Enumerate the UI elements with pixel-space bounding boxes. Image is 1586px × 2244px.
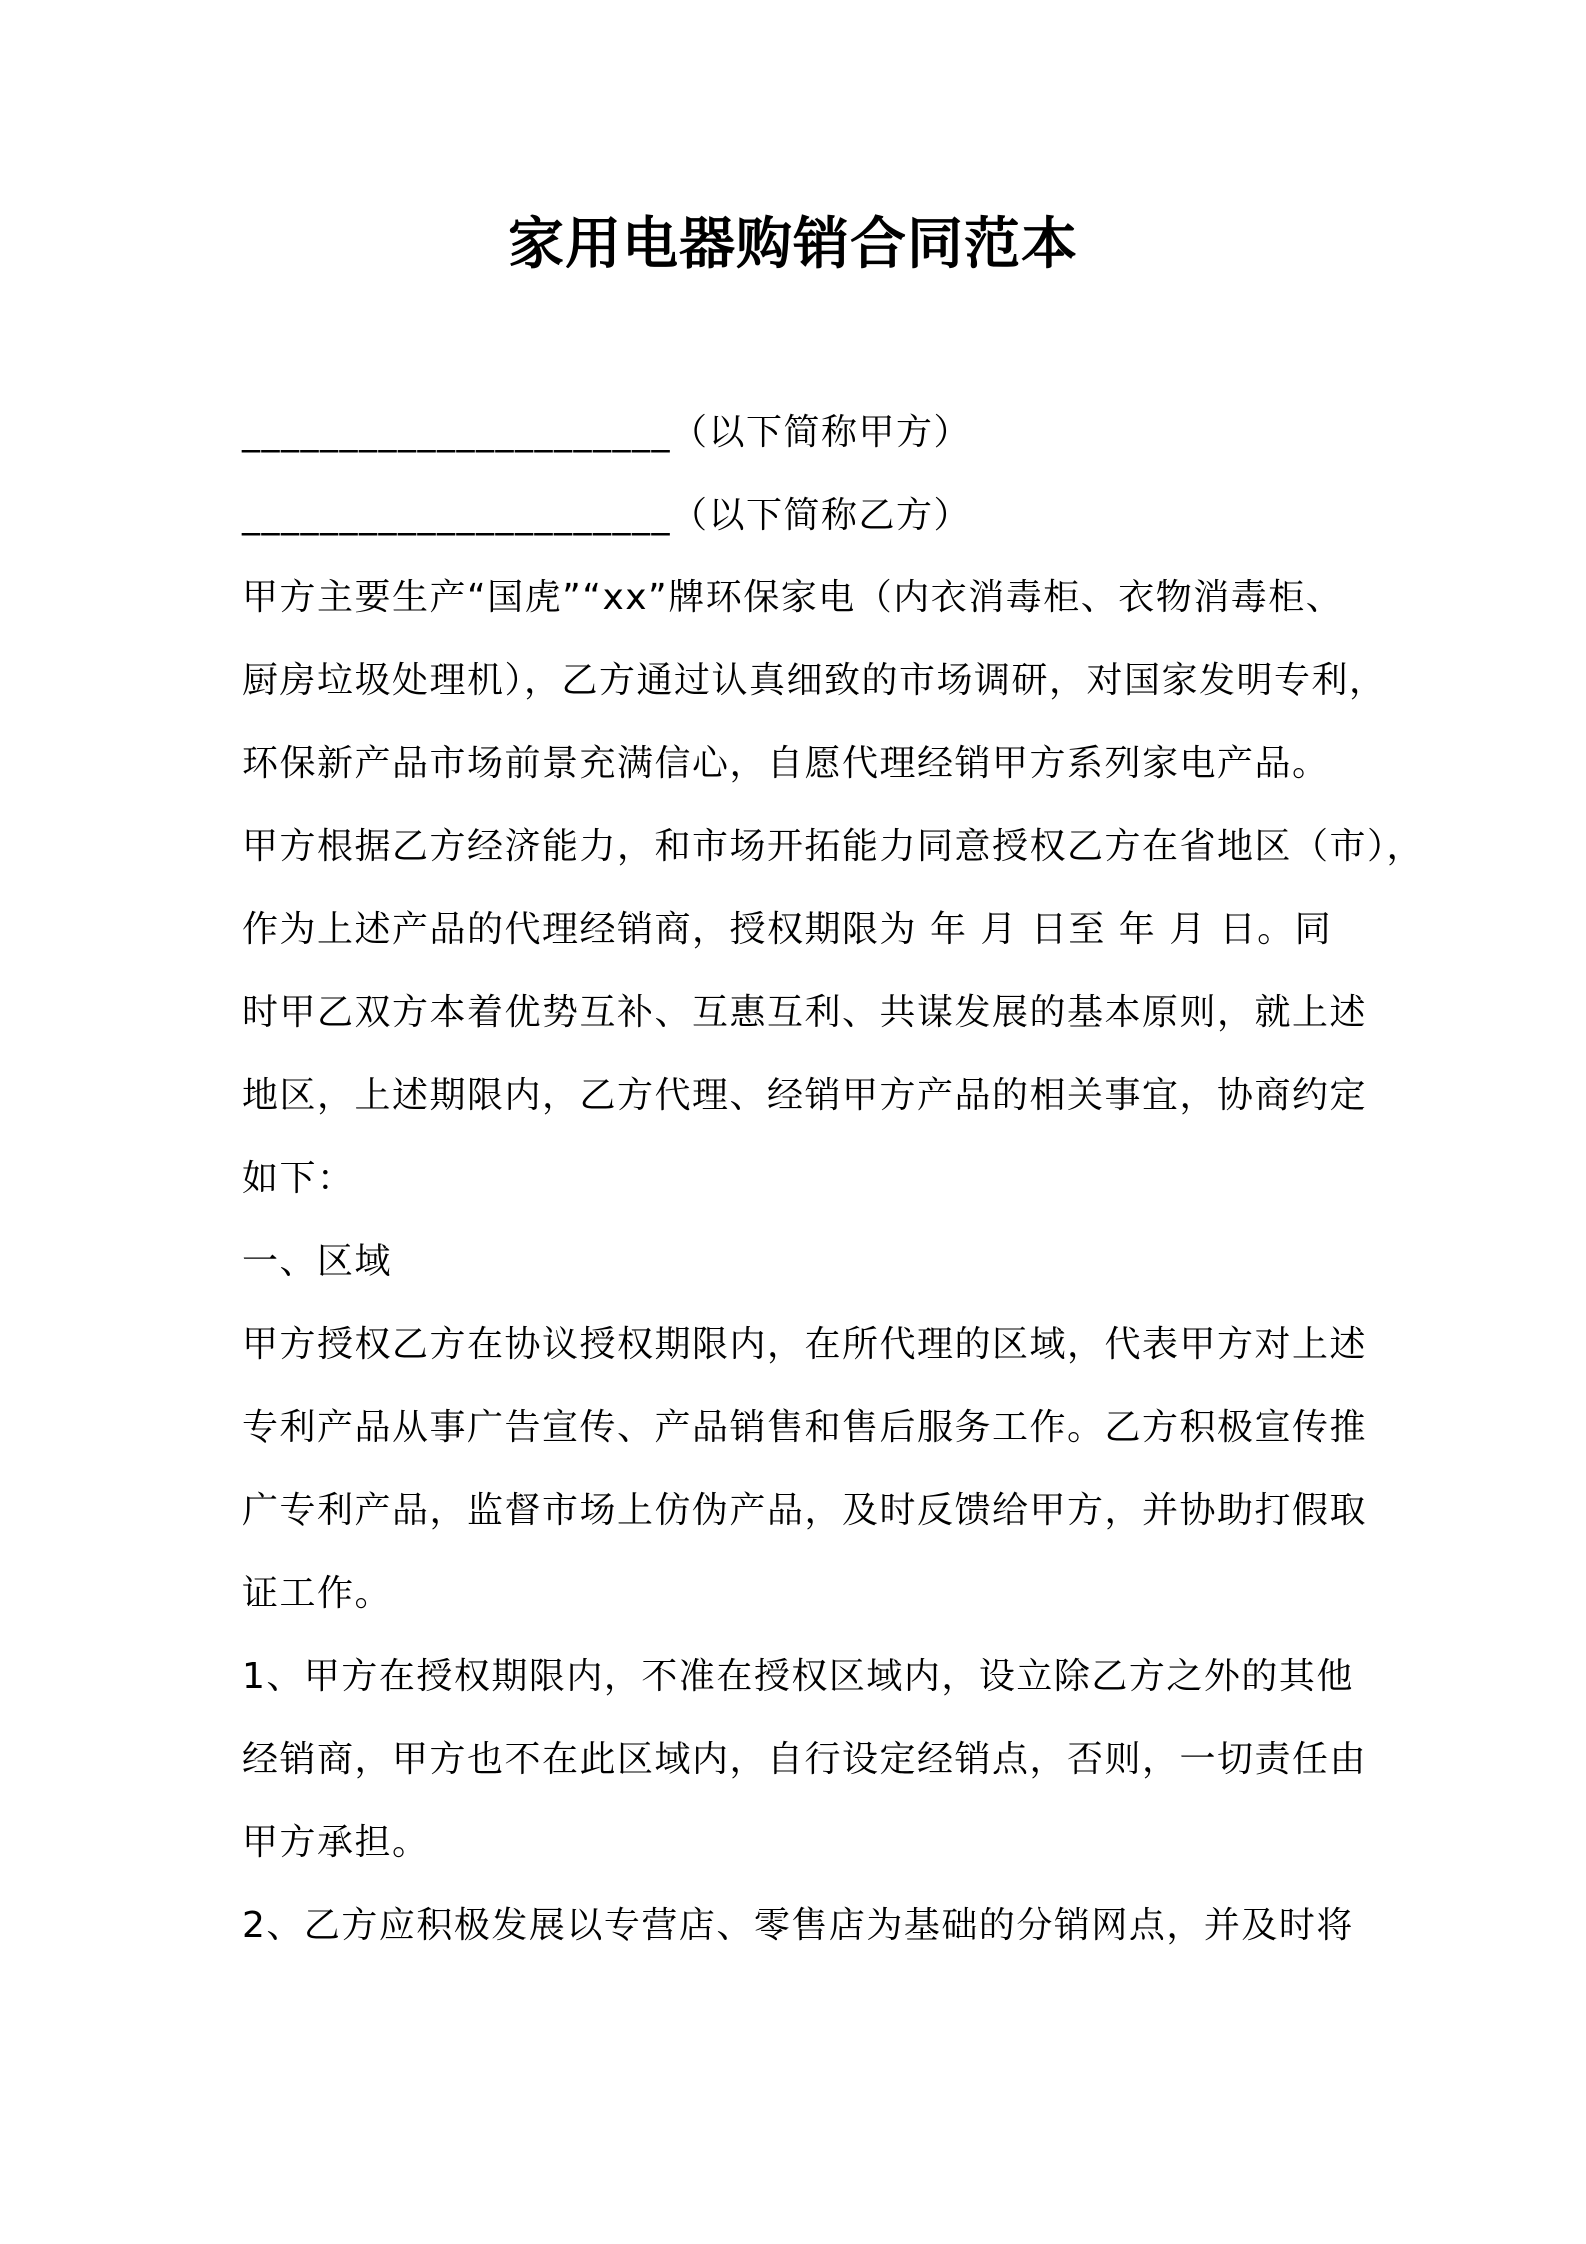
clause-line: 2、乙方应积极发展以专营店、零售店为基础的分销网点，并及时将 (242, 1905, 1354, 1946)
body-line: 甲方授权乙方在协议授权期限内，在所代理的区域，代表甲方对上述 (242, 1324, 1368, 1365)
body-line: 广专利产品，监督市场上仿伪产品，及时反馈给甲方，并协助打假取 (242, 1490, 1368, 1531)
body-line: 环保新产品市场前景充满信心，自愿代理经销甲方系列家电产品。 (242, 743, 1330, 784)
clause-line: 甲方承担。 (242, 1822, 430, 1863)
body-line: 地区，上述期限内，乙方代理、经销甲方产品的相关事宜，协商约定 (242, 1075, 1368, 1116)
body-line: 作为上述产品的代理经销商，授权期限为 年 月 日至 年 月 日。同 (242, 909, 1333, 950)
body-line: 如下： (242, 1158, 355, 1199)
body-line: 证工作。 (242, 1573, 393, 1614)
body-line: 甲方主要生产“国虎”“xx”牌环保家电（内衣消毒柜、衣物消毒柜、 (242, 577, 1344, 618)
body-line: 专利产品从事广告宣传、产品销售和售后服务工作。乙方积极宣传推 (242, 1407, 1368, 1448)
body-line: 时甲乙双方本着优势互补、互惠互利、共谋发展的基本原则，就上述 (242, 992, 1368, 1033)
party-b-line: ______________________（以下简称乙方） (242, 495, 972, 536)
clause-line: 1、甲方在授权期限内，不准在授权区域内，设立除乙方之外的其他 (242, 1656, 1354, 1697)
document-title: 家用电器购销合同范本 (508, 212, 1078, 277)
body-line: 厨房垃圾处理机），乙方通过认真细致的市场调研，对国家发明专利， (242, 660, 1387, 701)
clause-line: 经销商，甲方也不在此区域内，自行设定经销点，否则，一切责任由 (242, 1739, 1368, 1780)
body-line: 甲方根据乙方经济能力，和市场开拓能力同意授权乙方在省地区（市）， (242, 826, 1425, 867)
party-a-line: ______________________（以下简称甲方） (242, 412, 972, 453)
section-heading: 一、区域 (242, 1241, 393, 1282)
